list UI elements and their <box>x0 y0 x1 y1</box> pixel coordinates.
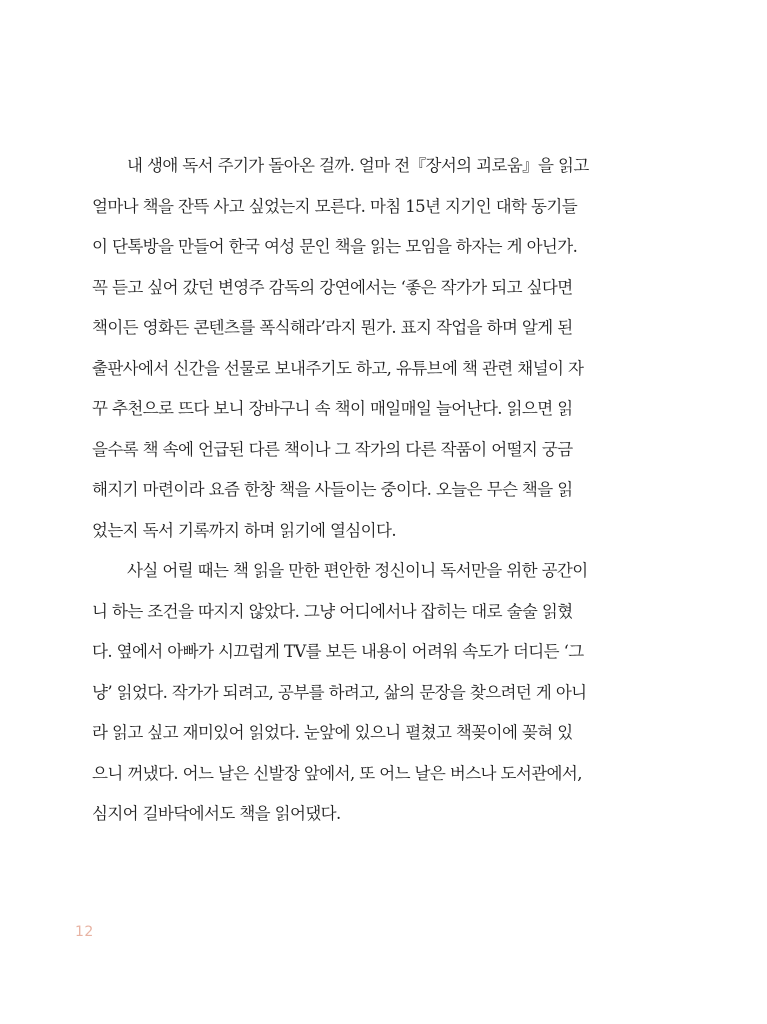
text-line: 꼭 듣고 싶어 갔던 변영주 감독의 강연에서는 ‘좋은 작가가 되고 싶다면 <box>92 277 573 297</box>
text-line: 으니 꺼냈다. 어느 날은 신발장 앞에서, 또 어느 날은 버스나 도서관에서, <box>92 763 582 783</box>
text-line: 심지어 길바닥에서도 책을 읽어댔다. <box>92 804 341 823</box>
text-line: 해지기 마련이라 요즘 한창 책을 사들이는 중이다. 오늘은 무슨 책을 읽 <box>92 480 573 499</box>
text-line: 이 단톡방을 만들어 한국 여성 문인 책을 읽는 모임을 하자는 게 아닌가. <box>92 237 578 256</box>
text-line: 사실 어릴 때는 책 읽을 만한 편안한 정신이니 독서만을 위한 공간이 <box>127 561 588 580</box>
paragraph-2 <box>92 551 652 835</box>
text-line: 니 하는 조건을 따지지 않았다. 그냥 어디에서나 잡히는 대로 술술 읽혔 <box>92 601 573 621</box>
text-line: 을수록 책 속에 언급된 다른 책이나 그 작가의 다른 작품이 어떨지 궁금 <box>92 439 573 459</box>
text-line: 꾸 추천으로 뜨다 보니 장바구니 속 책이 매일매일 늘어난다. 읽으면 읽 <box>92 399 573 418</box>
text-line: 책이든 영화든 콘텐츠를 폭식해라’라지 뭔가. 표지 작업을 하며 알게 된 <box>92 318 573 337</box>
text-line: 출판사에서 신간을 선물로 보내주기도 하고, 유튜브에 책 관련 채널이 자 <box>92 358 584 378</box>
text-line: 내 생애 독서 주기가 돌아온 걸까. 얼마 전『장서의 괴로움』을 읽고 <box>127 156 589 175</box>
page-number: 12 <box>75 924 94 940</box>
text-line: 다. 옆에서 아빠가 시끄럽게 TV를 보든 내용이 어려워 속도가 더디든 ‘그 <box>92 642 584 661</box>
text-line: 얼마나 책을 잔뜩 사고 싶었는지 모른다. 마침 15년 지기인 대학 동기들 <box>92 196 578 216</box>
text-line: 냥’ 읽었다. 작가가 되려고, 공부를 하려고, 삶의 문장을 찾으려던 게 아니 <box>92 682 587 702</box>
text-line: 라 읽고 싶고 재미있어 읽었다. 눈앞에 있으니 펼쳤고 책꽂이에 꽂혀 있 <box>92 723 573 742</box>
paragraph-1 <box>92 146 652 551</box>
body-text <box>92 146 652 835</box>
text-line: 었는지 독서 기록까지 하며 읽기에 열심이다. <box>92 520 396 540</box>
